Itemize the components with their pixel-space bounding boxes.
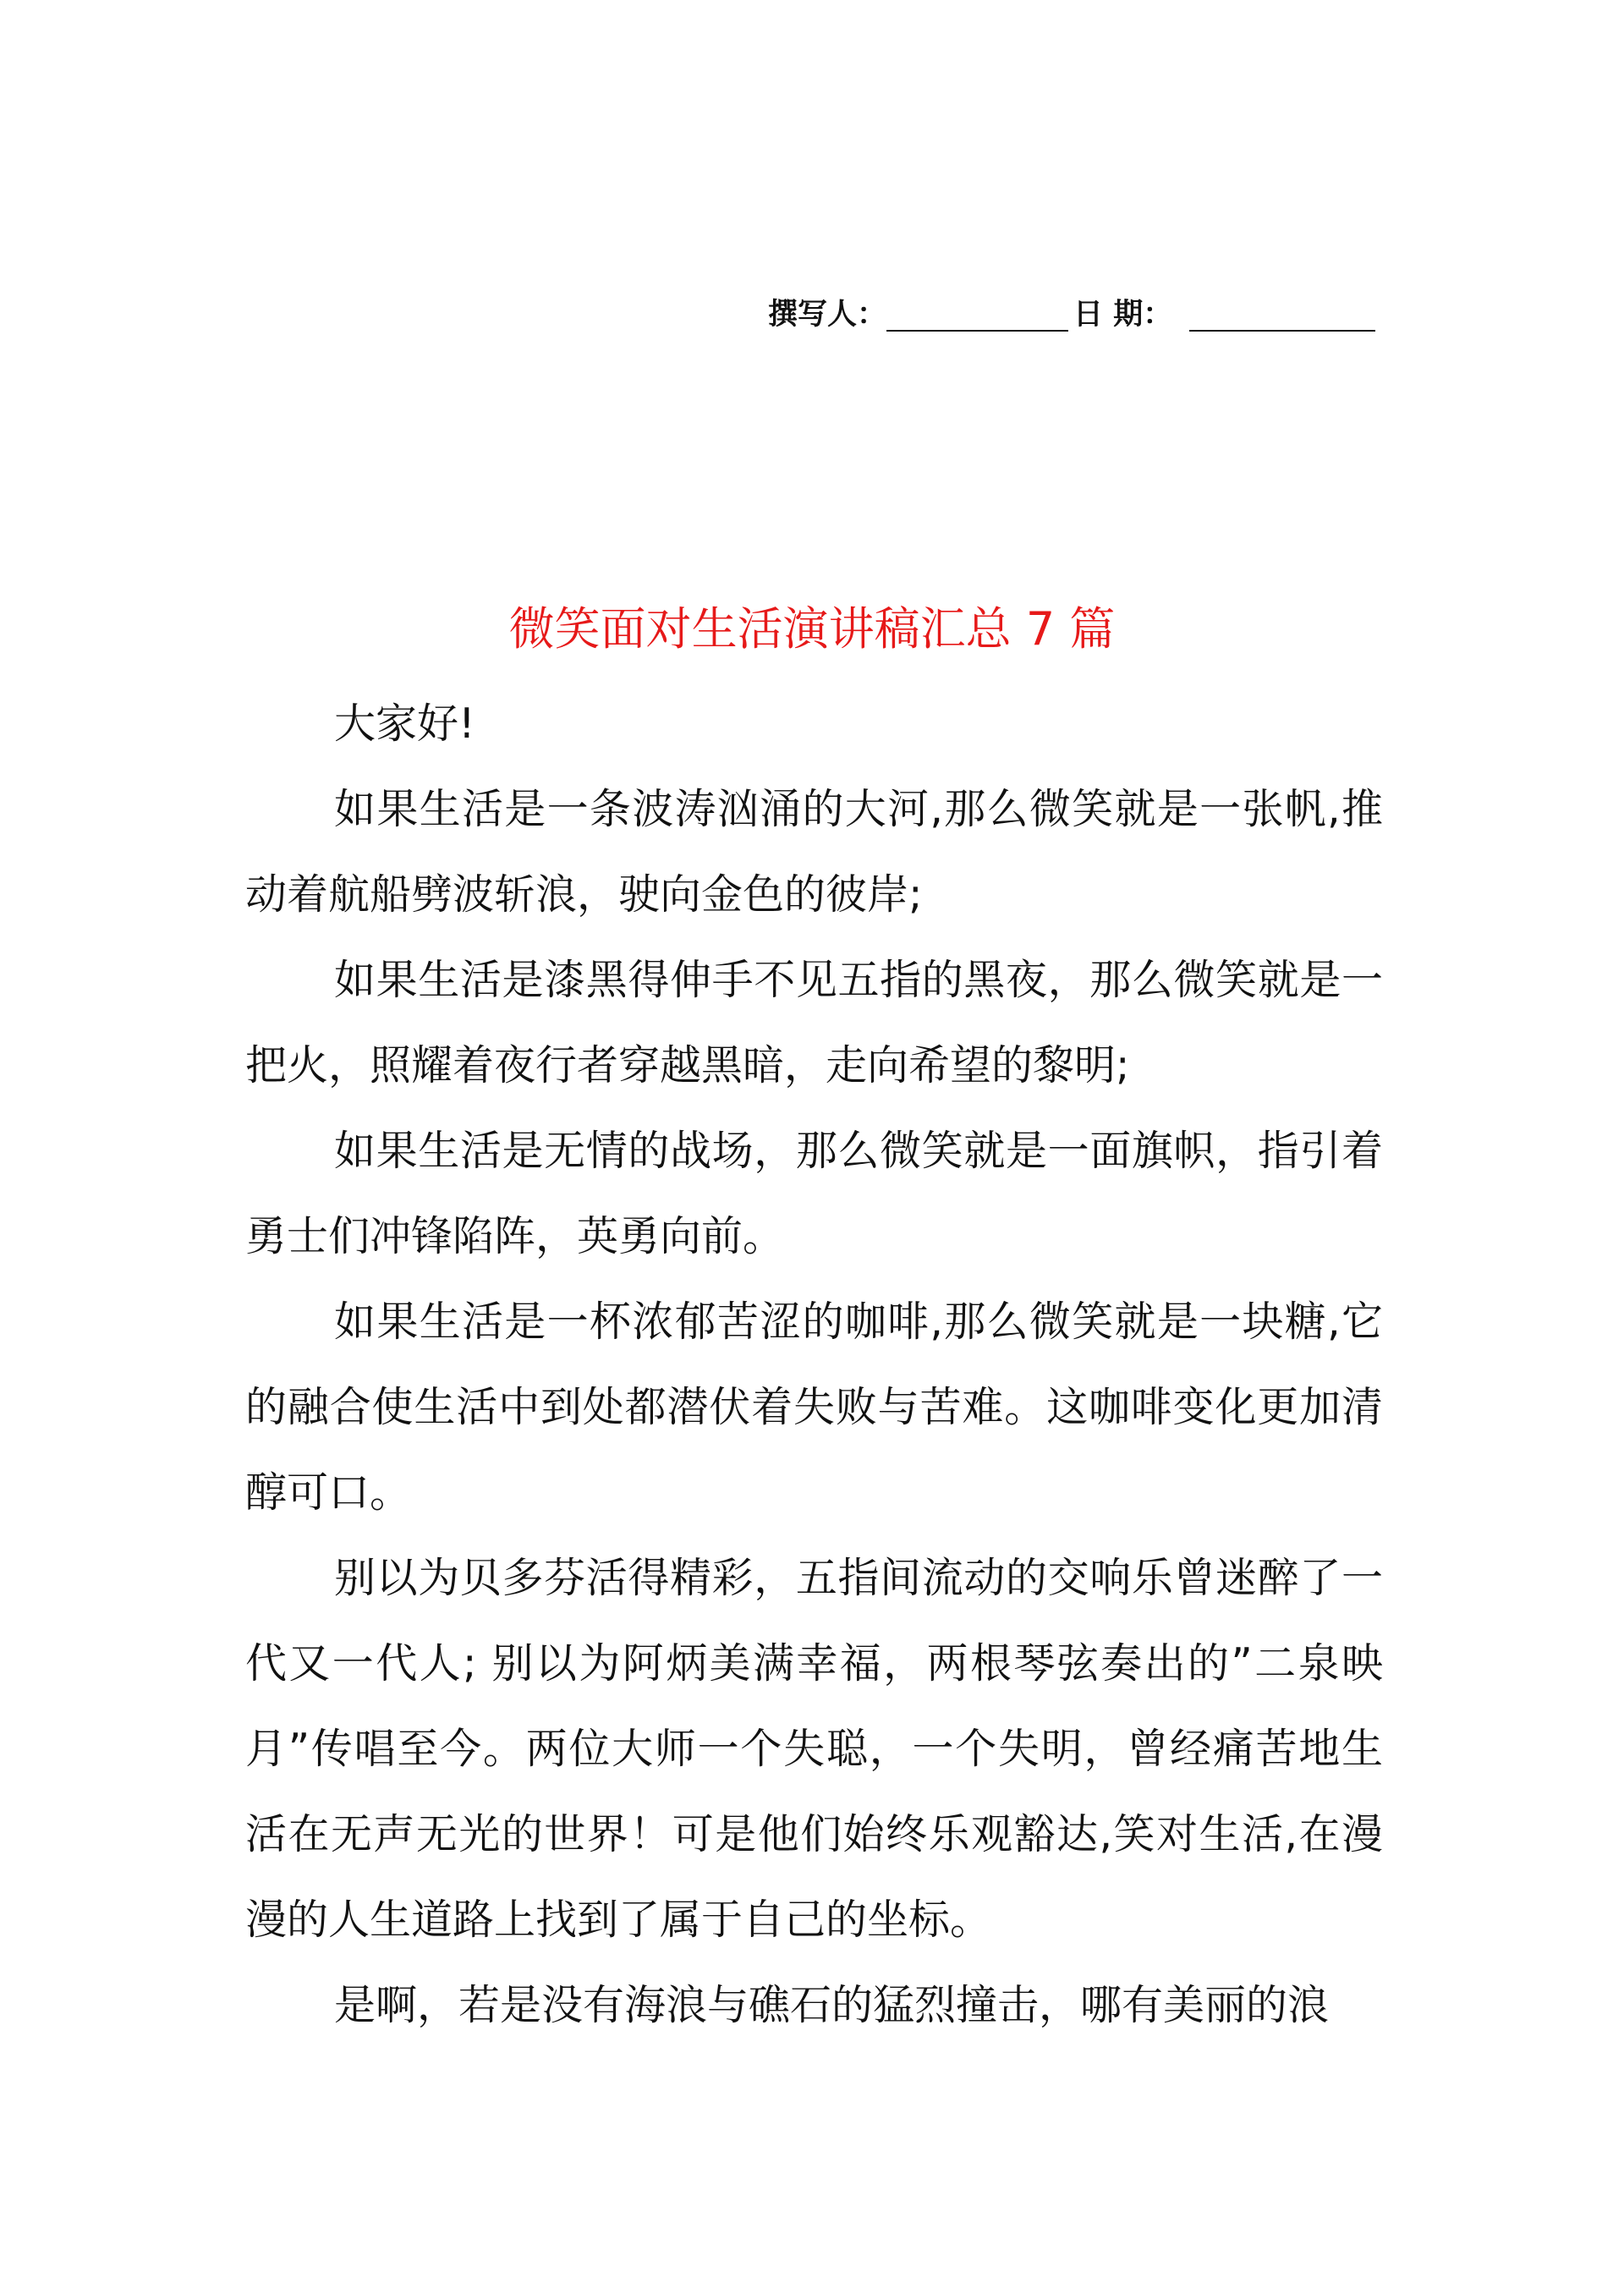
author-blank-field: [886, 299, 1068, 332]
paragraph: 是啊，若是没有海浪与礁石的猛烈撞击，哪有美丽的浪: [334, 1981, 1330, 2029]
paragraph: 大家好!: [334, 700, 475, 748]
document-body: [245, 681, 1383, 2048]
paragraph: 如果生活是无情的战场，那么微笑就是一面旗帜，指引着勇士们冲锋陷阵，英勇向前。: [245, 1127, 1383, 1260]
paragraph: 如果生活是一杯浓郁苦涩的咖啡,那么微笑就是一块糖,它的融合使生活中到处都潜伏着失败与苦难。这咖啡变化更加清醇可口。: [245, 1298, 1383, 1517]
paragraph: 如果生活是漆黑得伸手不见五指的黑夜，那么微笑就是一把火，照耀着夜行者穿越黑暗，走向希望的黎明;: [245, 956, 1383, 1089]
date-blank-field: [1189, 299, 1375, 332]
paragraph: 如果生活是一条波涛汹涌的大河,那么微笑就是一张帆,推动着航船劈波斩浪，驶向金色的彼岸;: [245, 785, 1383, 919]
document-title: 微笑面对生活演讲稿汇总 7 篇: [508, 602, 1116, 656]
paragraph: 别以为贝多芬活得精彩，五指间流动的交响乐曾迷醉了一代又一代人; 别以为阿炳美满幸福，两根琴弦奏出的”二泉映月”传唱至今。两位大师一个失聪，一个失明，曾经痛苦地生活在无声无光的世界！可是他们始终乐观豁达,笑对生活,在漫漫的人生道路上找到了属于自己的坐标。: [245, 1554, 1383, 1944]
author-label: 撰写人：: [768, 297, 887, 332]
author-date-line: [768, 281, 1384, 332]
date-label: 日 期：: [1073, 297, 1173, 332]
